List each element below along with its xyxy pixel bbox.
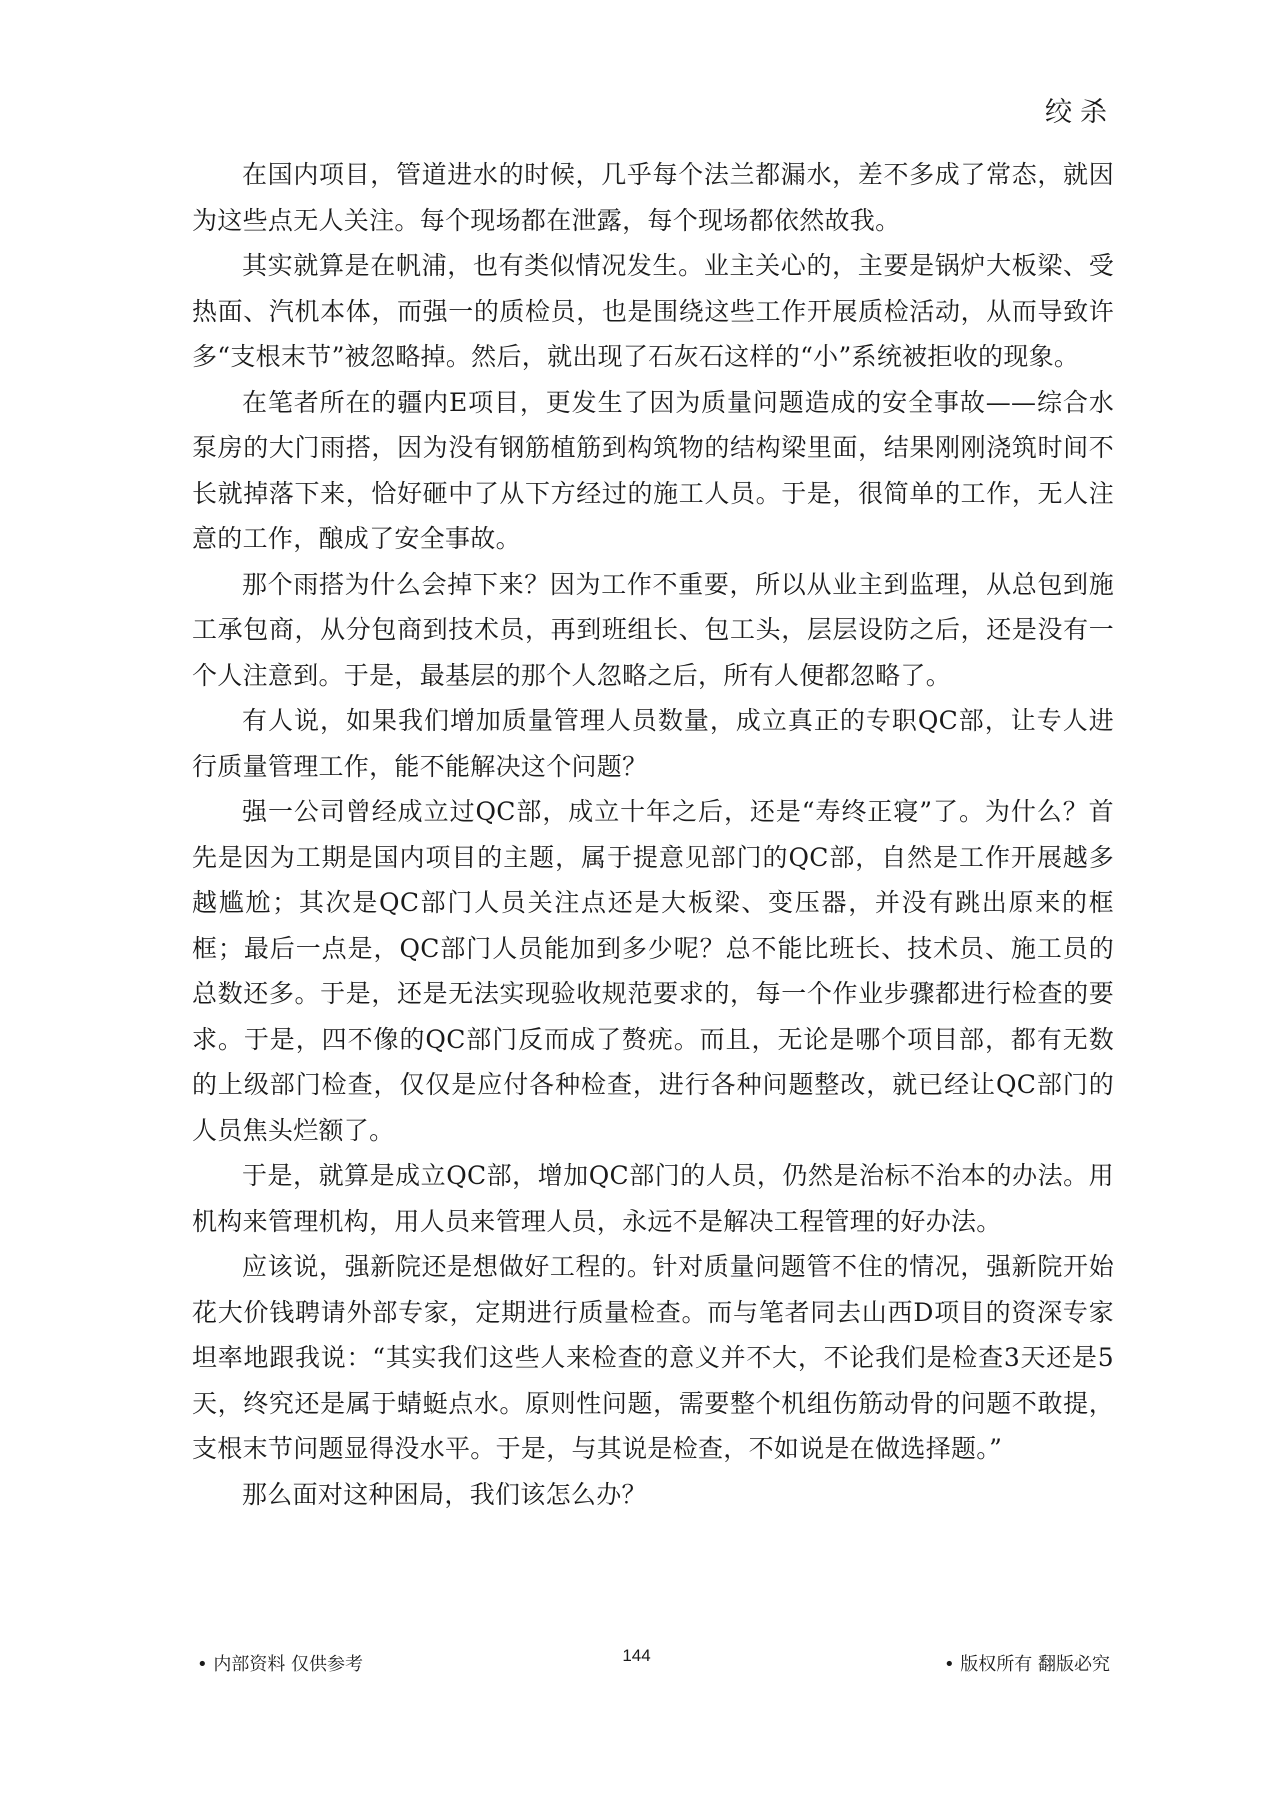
paragraph: 其实就算是在帆浦，也有类似情况发生。业主关心的，主要是锅炉大板梁、受热面、汽机本体，而强一的质检员，也是围绕这些工作开展质检活动，从而导致许多“支根末节”被忽略掉。然后，就出现了石灰石这样的“小”系统被拒收的现象。 [192, 251, 1114, 371]
paragraph: 那么面对这种困局，我们该怎么办？ [242, 1479, 647, 1509]
paragraph: 那个雨搭为什么会掉下来？因为工作不重要，所以从业主到监理，从总包到施工承包商，从分包商到技术员，再到班组长、包工头，层层设防之后，还是没有一个人注意到。于是，最基层的那个人忽略之后，所有人便都忽略了。 [192, 569, 1114, 690]
paragraph: 于是，就算是成立QC部，增加QC部门的人员，仍然是治标不治本的办法。用机构来管理机构，用人员来管理人员，永远不是解决工程管理的好办法。 [192, 1161, 1114, 1236]
footer-internal-notice: • 内部资料 仅供参考 [197, 1654, 364, 1675]
paragraph: 有人说，如果我们增加质量管理人员数量，成立真正的专职QC部，让专人进行质量管理工作，能不能解决这个问题？ [192, 706, 1114, 781]
running-header-title: 绞杀 [1045, 97, 1115, 128]
body-text [192, 152, 1114, 1517]
page-footer [0, 1646, 1273, 1680]
paragraph: 应该说，强新院还是想做好工程的。针对质量问题管不住的情况，强新院开始花大价钱聘请外部专家，定期进行质量检查。而与笔者同去山西D项目的资深专家坦率地跟我说：“其实我们这些人来检查的意义并不大，不论我们是检查3天还是5天，终究还是属于蜻蜓点水。原则性问题，需要整个机组伤筋动骨的问题不敢提，支根末节问题显得没水平。于是，与其说是检查，不如说是在做选择题。” [192, 1252, 1114, 1463]
paragraph: 在笔者所在的疆内E项目，更发生了因为质量问题造成的安全事故——综合水泵房的大门雨搭，因为没有钢筋植筋到构筑物的结构梁里面，结果刚刚浇筑时间不长就掉落下来，恰好砸中了从下方经过的施工人员。于是，很简单的工作，无人注意的工作，酿成了安全事故。 [192, 387, 1114, 553]
footer-copyright-notice: • 版权所有 翻版必究 [943, 1654, 1110, 1675]
page-number: 144 [622, 1646, 651, 1665]
paragraph: 强一公司曾经成立过QC部，成立十年之后，还是“寿终正寝”了。为什么？首先是因为工期是国内项目的主题，属于提意见部门的QC部，自然是工作开展越多越尴尬；其次是QC部门人员关注点还是大板梁、变压器，并没有跳出原来的框框；最后一点是，QC部门人员能加到多少呢？总不能比班长、技术员、施工员的总数还多。于是，还是无法实现验收规范要求的，每一个作业步骤都进行检查的要求。于是，四不像的QC部门反而成了赘疣。而且，无论是哪个项目部，都有无数的上级部门检查，仅仅是应付各种检查，进行各种问题整改，就已经让QC部门的人员焦头烂额了。 [192, 797, 1114, 1145]
paragraph: 在国内项目，管道进水的时候，几乎每个法兰都漏水，差不多成了常态，就因为这些点无人关注。每个现场都在泄露，每个现场都依然故我。 [192, 160, 1114, 235]
